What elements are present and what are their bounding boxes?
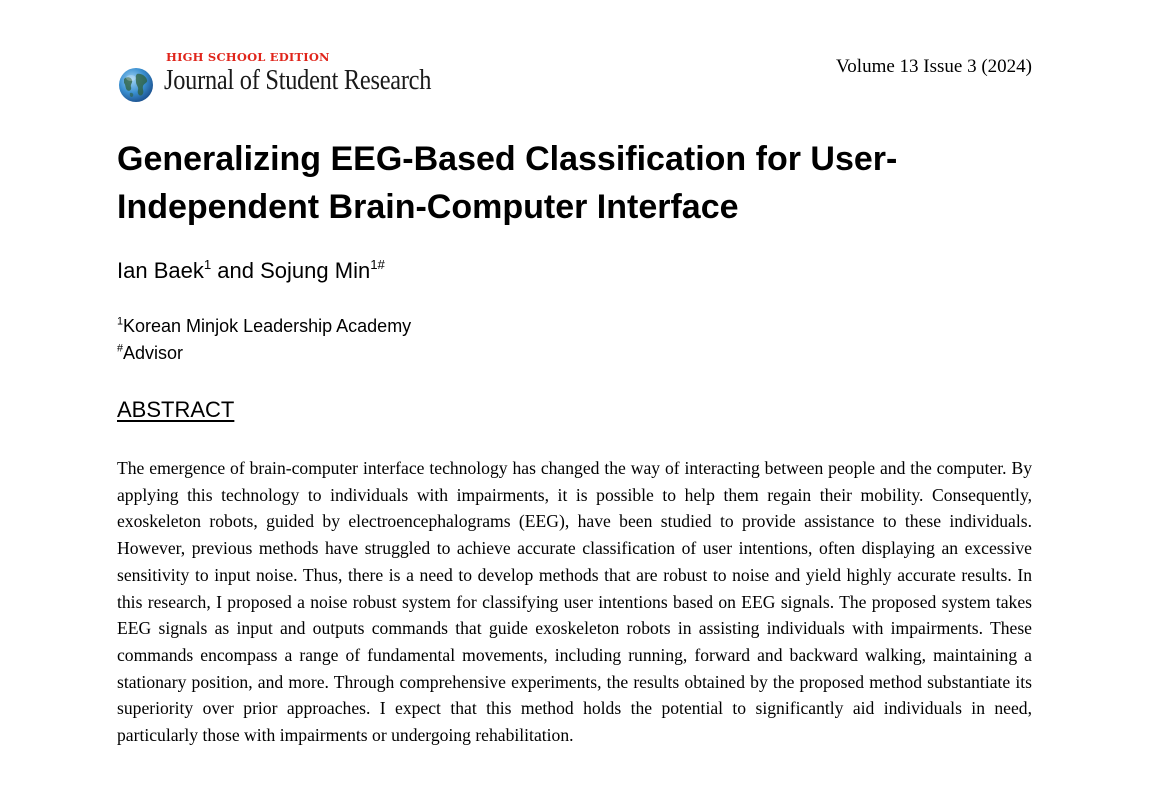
affiliation (117, 316, 411, 337)
affiliation-mark: # (117, 342, 124, 355)
volume-issue: Volume 13 Issue 3 (2024) (836, 56, 1032, 77)
affiliation-text: Korean Minjok Leadership Academy (123, 316, 412, 336)
affiliation-mark: 1 (117, 315, 124, 328)
author-affiliation-mark: 1 (203, 256, 212, 272)
paper-title: Generalizing EEG-Based Classification for User-Independent Brain-Computer Interface (117, 140, 898, 226)
globe-icon (118, 67, 154, 103)
affiliation-text: Advisor (123, 343, 184, 363)
abstract-text: The emergence of brain-computer interface technology has changed the way of interacting between people and the computer. By applying this technology to individuals with impairments, it is possible to help them regain their mobility. Consequently, exoskeleton robots, guided by electroencephalograms (EEG), have been studied to provide assistance to these individuals. However, previous methods have struggled to achieve accurate classification of user intentions, often displaying an excessive sensitivity to input noise. Thus, there is a need to develop methods that are robust to noise and yield highly accurate results. In this research, I proposed a noise robust system for classifying user intentions based on EEG signals. The proposed system takes EEG signals as input and outputs commands that guide exoskeleton robots in assisting individuals with impairments. These commands encompass a range of fundamental movements, including running, forward and backward walking, maintaining a stationary position, and more. Through comprehensive experiments, the results obtained by the proposed method substantiate its superiority over prior approaches. I expect that this method holds the potential to significantly aid individuals in need, particularly those with impairments or undergoing rehabilitation. (117, 458, 1032, 746)
author-conjunction: and (211, 258, 261, 283)
author-name: Sojung Min (260, 258, 371, 283)
affiliation (117, 343, 183, 364)
author-list (117, 258, 385, 284)
author-affiliation-mark: 1# (370, 256, 385, 272)
abstract-heading: ABSTRACT (117, 397, 235, 422)
journal-logo (118, 50, 448, 106)
journal-name: Journal of Student Research (164, 64, 432, 96)
author-name: Ian Baek (117, 258, 204, 283)
journal-edition: HIGH SCHOOL EDITION (166, 50, 330, 64)
